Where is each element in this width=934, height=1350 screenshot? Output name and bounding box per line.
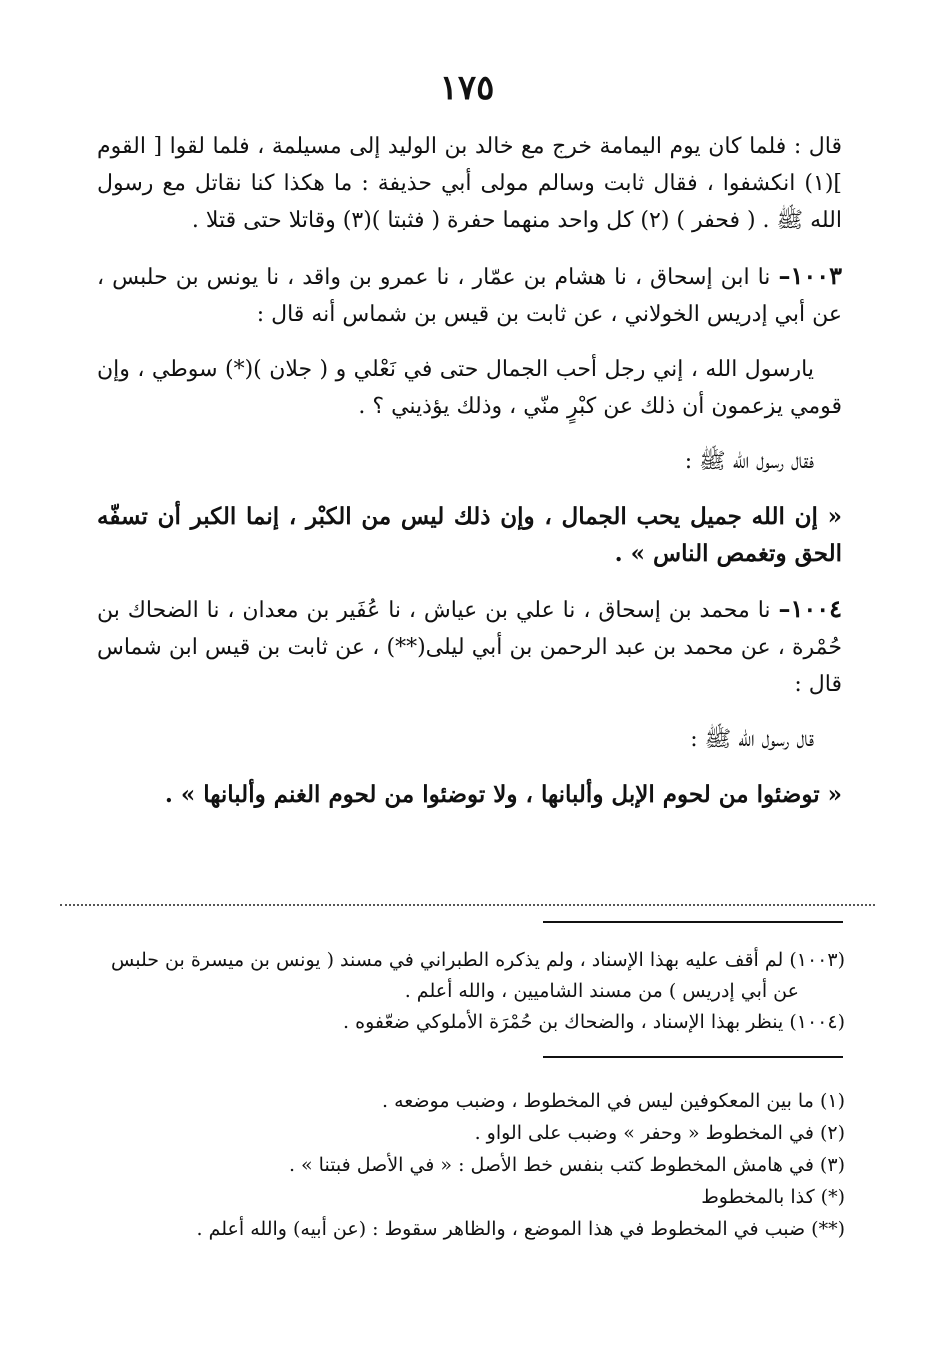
page-number: ١٧٥: [439, 68, 495, 108]
dotted-divider: [60, 904, 875, 906]
hadith-1003-isnad: نا ابن إسحاق ، نا هشام بن عمّار ، نا عمرو بن واقد ، نا يونس بن حلبس ، عن أبي إدريس الخولاني ، عن ثابت بن قيس بن شماس أنه قال :: [97, 265, 842, 327]
footnote-1: (١) ما بين المعكوفين ليس في المخطوط ، وضبب موضعه .: [381, 1090, 845, 1112]
footnote-3: (٣) في هامش المخطوط كتب بنفس خط الأصل : « في الأصل فبتنا » .: [288, 1154, 845, 1176]
footnote-double-star: (**) ضبب في المخطوط في هذا الموضع ، والظاهر سقوط : (عن أبيه) والله أعلم .: [196, 1218, 845, 1240]
takhrij-note-1003-continued: عن أبي إدريس ) من مسند الشاميين ، والله أعلم .: [404, 980, 799, 1002]
footnote-2: (٢) في المخطوط « وحفر » وضبب على الواو .: [474, 1122, 845, 1144]
hadith-number-1003: ١٠٠٣–: [778, 261, 842, 290]
footnote-star: (*) كذا بالمخطوط: [701, 1186, 845, 1208]
footnotes-divider: [543, 1056, 843, 1058]
hadith-1004-isnad-paragraph: [97, 590, 842, 703]
takhrij-note-1004: (١٠٠٤) ينظر بهذا الإسناد ، والضحاك بن حُمْرَة الأملوكي ضعّفوه .: [343, 1011, 845, 1033]
footnotes: [97, 1086, 845, 1246]
hadith-1004-matn: « توضئوا من لحوم الإبل وألبانها ، ولا توضئوا من لحوم الغنم وألبانها » .: [164, 781, 842, 808]
takhrij-note-1003: (١٠٠٣) لم أقف عليه بهذا الإسناد ، ولم يذكره الطبراني في مسند ( يونس بن ميسرة بن حلبس: [111, 949, 845, 971]
takhrij-divider: [543, 921, 843, 923]
hadith-1004-isnad: نا محمد بن إسحاق ، نا علي بن عياش ، نا عُفَير بن معدان ، نا الضحاك بن حُمْرة ، عن محمد بن عبد الرحمن بن أبي ليلى(**) ، عن ثابت بن قيس ابن شماس قال :: [97, 598, 842, 697]
main-text: [97, 128, 842, 813]
hadith-1003-question: يارسول الله ، إني رجل أحب الجمال حتى في نَعْلي و ( جلان )(*) سوطي ، وإن قومي يزعمون أن ذلك عن كبْرٍ منّي ، وذلك يؤذيني ؟ .: [97, 357, 842, 419]
hadith-1003-matn: « إن الله جميل يحب الجمال ، وإن ذلك ليس من الكبْر ، إنما الكبر أن تسفّه الحق وتغمص الناس » .: [97, 503, 842, 567]
hadith-1003-isnad-paragraph: [97, 257, 842, 333]
hadith-1003-prophet-said: فقال رسول الله ﷺ :: [684, 449, 814, 474]
hadith-1004-prophet-said: قال رسول الله ﷺ :: [690, 727, 814, 752]
narration-continuation: قال : فلما كان يوم اليمامة خرج مع خالد بن الوليد إلى مسيلمة ، فلما لقوا [ القوم ](١) انكشفوا ، فقال ثابت وسالم مولى أبي حذيفة : ما هكذا كنا نقاتل مع رسول الله ﷺ . ( فحفر ) (٢) كل واحد منهما حفرة ( فثبتا )(٣) وقاتلا حتى قتلا .: [97, 134, 842, 233]
takhrij-notes: [97, 945, 845, 1038]
hadith-number-1004: ١٠٠٤–: [778, 594, 842, 623]
